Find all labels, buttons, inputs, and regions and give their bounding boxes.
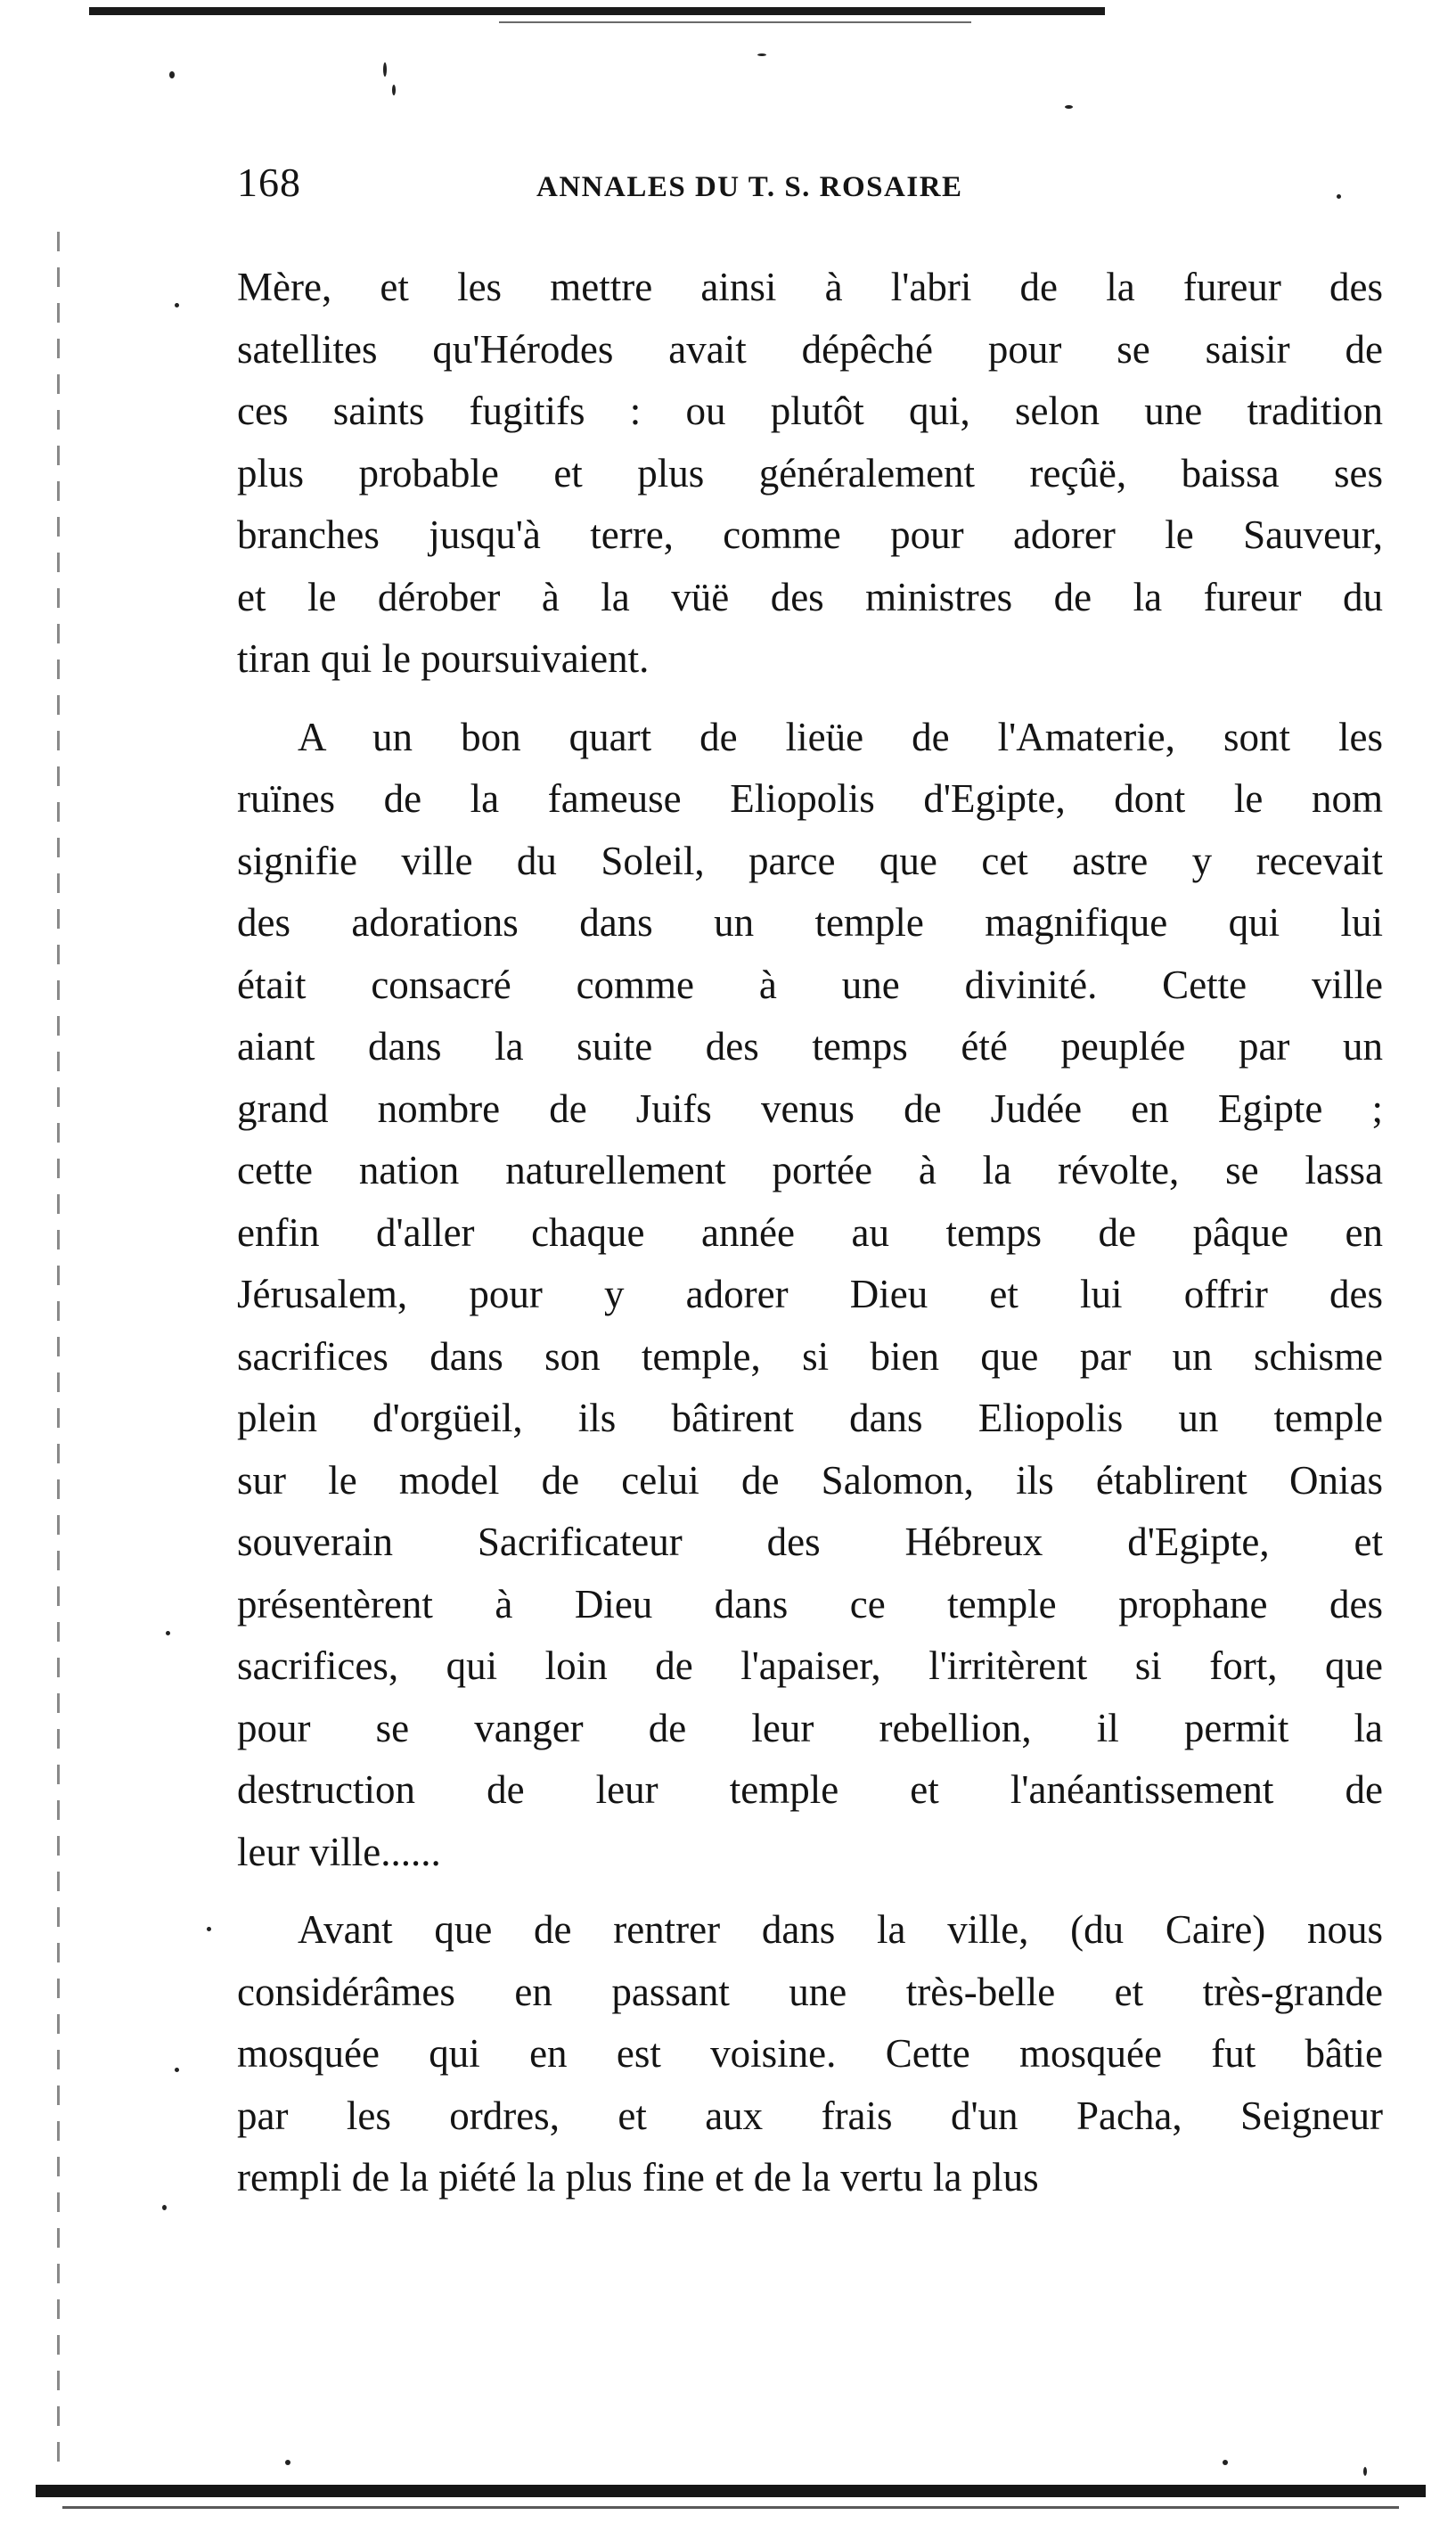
running-title: ANNALES DU T. S. ROSAIRE <box>536 171 963 203</box>
scan-speck <box>1337 194 1341 199</box>
paragraph-gap <box>237 691 1383 707</box>
text-line: sacrifices dans son temple, si bien que par un schisme <box>237 1333 1383 1379</box>
scan-speck <box>285 2460 290 2465</box>
scan-speck <box>1223 2460 1228 2465</box>
text-line: présentèrent à Dieu dans ce temple prophane des <box>237 1581 1383 1626</box>
top-border-rule-thin <box>499 21 971 23</box>
text-line: ces saints fugitifs : ou plutôt qui, selon une tradition <box>237 389 1383 433</box>
text-line: sur le model de celui de Salomon, ils établirent Onias <box>237 1457 1383 1503</box>
page-number: 168 <box>237 160 301 205</box>
left-margin-scan-line <box>57 232 60 2478</box>
text-line: sacrifices, qui loin de l'apaiser, l'irritèrent si fort, que <box>237 1643 1383 1688</box>
text-line: et le dérober à la vüë des ministres de la fureur du <box>237 574 1383 619</box>
text-line: aiant dans la suite des temps été peuplée par un <box>237 1024 1383 1069</box>
text-line: A un bon quart de lieüe de l'Amaterie, sont les <box>298 714 1383 759</box>
text-line: Mère, et les mettre ainsi à l'abri de la fureur des <box>237 265 1383 309</box>
text-line: tiran qui le poursuivaient. <box>237 636 650 681</box>
scan-speck <box>175 2068 179 2072</box>
bottom-border-rule <box>36 2485 1426 2497</box>
text-line: Avant que de rentrer dans la ville, (du Caire) nous <box>298 1907 1383 1952</box>
paragraph <box>237 707 1383 1884</box>
bottom-border-rule-thin <box>62 2506 1399 2509</box>
scan-speck <box>757 53 766 56</box>
scan-speck <box>1363 2467 1367 2476</box>
text-line: par les ordres, et aux frais d'un Pacha, Seigneur <box>237 2093 1383 2138</box>
text-line: signifie ville du Soleil, parce que cet astre y recevait <box>237 838 1383 883</box>
scan-speck <box>383 62 387 77</box>
text-line: plein d'orgüeil, ils bâtirent dans Eliopolis un temple <box>237 1396 1383 1440</box>
text-line: pour se vanger de leur rebellion, il permit la <box>237 1705 1383 1750</box>
paragraph <box>237 1899 1383 2209</box>
scan-speck <box>169 71 175 78</box>
page-body-text <box>237 257 1383 2209</box>
text-line: plus probable et plus généralement reçûë, baissa ses <box>237 450 1383 496</box>
text-line: satellites qu'Hérodes avait dépêché pour se saisir de <box>237 326 1383 372</box>
text-line: des adorations dans un temple magnifique qui lui <box>237 900 1383 945</box>
scan-speck <box>392 85 396 95</box>
text-line: cette nation naturellement portée à la révolte, se lassa <box>237 1148 1383 1192</box>
text-line: mosquée qui en est voisine. Cette mosquée fut bâtie <box>237 2031 1383 2076</box>
text-line: leur ville...... <box>237 1829 441 1874</box>
text-line: souverain Sacrificateur des Hébreux d'Egipte, et <box>237 1520 1383 1564</box>
scan-speck <box>207 1927 211 1931</box>
text-line: destruction de leur temple et l'anéantissement de <box>237 1767 1383 1812</box>
paragraph <box>237 257 1383 691</box>
text-line: ruïnes de la fameuse Eliopolis d'Egipte, dont le nom <box>237 776 1383 821</box>
scan-speck <box>175 303 179 307</box>
top-border-rule <box>89 7 1105 15</box>
page-header <box>237 159 1253 212</box>
paragraph-gap <box>237 1883 1383 1899</box>
text-line: considérâmes en passant une très-belle et très-grande <box>237 1969 1383 2014</box>
text-line: rempli de la piété la plus fine et de la vertu la plus <box>237 2155 1039 2200</box>
scan-speck <box>162 2205 167 2210</box>
scan-speck <box>166 1631 170 1635</box>
text-line: était consacré comme à une divinité. Cette ville <box>237 962 1383 1007</box>
scan-speck <box>1065 105 1073 109</box>
text-line: grand nombre de Juifs venus de Judée en Egipte ; <box>237 1086 1383 1131</box>
text-line: enfin d'aller chaque année au temps de pâque en <box>237 1209 1383 1255</box>
text-line: branches jusqu'à terre, comme pour adorer le Sauveur, <box>237 512 1383 557</box>
text-line: Jérusalem, pour y adorer Dieu et lui offrir des <box>237 1272 1383 1316</box>
